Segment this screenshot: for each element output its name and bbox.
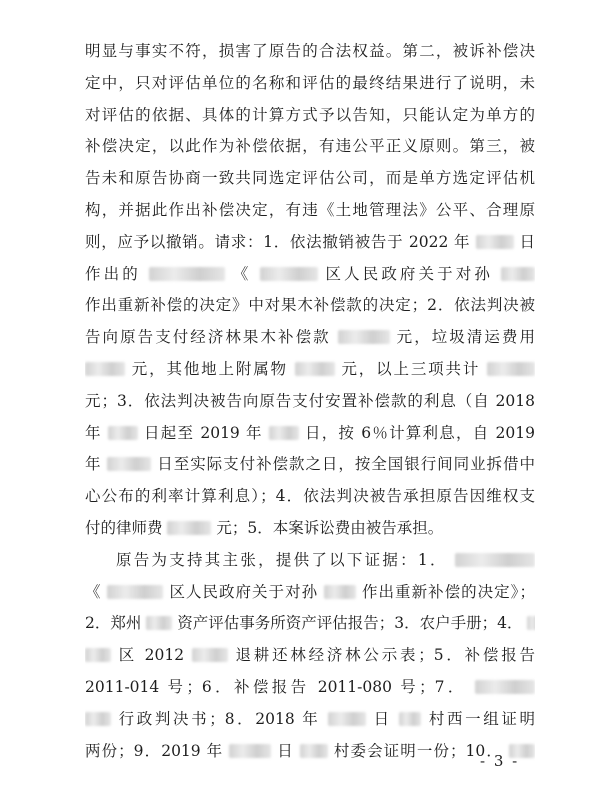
text-segment: 《 xyxy=(85,582,102,601)
redacted-text xyxy=(501,267,535,281)
redacted-text xyxy=(108,426,138,440)
text-line xyxy=(85,36,535,68)
text-segment: 区人民政府关于对孙 xyxy=(325,264,493,283)
redacted-text xyxy=(527,616,535,630)
text-segment: 资产评估事务所资产评估报告；3．农户手册；4． xyxy=(177,614,523,633)
text-segment: 2．郑州 xyxy=(85,614,142,633)
text-segment: 原告为支持其主张，提供了以下证据：1． xyxy=(116,550,448,569)
text-segment: 明显与事实不符，损害了原告的合法权益。第二，被诉补偿决 xyxy=(85,42,535,60)
text-segment: 补偿决定，以此作为补偿依据，有违公平正义原则。第三，被 xyxy=(85,137,535,156)
redacted-text xyxy=(476,235,514,249)
redacted-text xyxy=(300,744,328,758)
text-segment: 年 xyxy=(85,423,102,442)
text-line xyxy=(85,322,535,354)
text-line xyxy=(85,163,535,195)
text-segment: 元；5．本案诉讼费由被告承担。 xyxy=(216,518,444,537)
redacted-text xyxy=(487,362,535,376)
redacted-text xyxy=(269,426,299,440)
page-number: - 3 - xyxy=(480,752,520,770)
text-line xyxy=(85,577,535,609)
text-line xyxy=(85,449,535,481)
text-segment: 两份；9．2019 年 xyxy=(85,741,224,760)
redacted-text xyxy=(149,267,225,281)
text-segment: 构，并据此作出补偿决定，有违《土地管理法》公平、合理原 xyxy=(85,200,535,219)
text-segment: 则，应予以撤销。请求：1．依法撤销被告于 2022 年 xyxy=(85,232,471,251)
text-segment: 《 xyxy=(232,264,252,283)
text-line xyxy=(85,545,535,577)
redacted-text xyxy=(475,680,535,694)
redacted-text xyxy=(328,712,366,726)
redacted-text xyxy=(85,648,111,662)
text-line xyxy=(85,68,535,100)
redacted-text xyxy=(324,585,356,599)
text-segment: 作出重新补偿的决定》； xyxy=(362,582,535,601)
text-segment: 对评估的依据、具体的计算方式予以告知，只能认定为单方的 xyxy=(85,105,535,124)
text-segment: 心公布的利率计算利息）；4．依法判决被告承担原告因维权支 xyxy=(85,487,535,506)
document-body xyxy=(85,36,535,767)
text-segment: 村委会证明一份；10． xyxy=(333,741,503,760)
text-segment: 作出的 xyxy=(85,264,141,283)
redacted-text xyxy=(338,330,390,344)
text-segment: 付的律师费 xyxy=(85,518,163,537)
text-line xyxy=(85,100,535,132)
redacted-text xyxy=(295,362,335,376)
text-segment: 行政判决书；8．2018 年 xyxy=(118,709,321,728)
redacted-text xyxy=(146,616,172,630)
text-segment: 村西一组证明 xyxy=(428,709,535,728)
text-segment: 日 xyxy=(519,232,535,251)
text-line xyxy=(85,640,535,672)
text-segment: 元，其他地上附属物 xyxy=(131,359,288,378)
redacted-text xyxy=(455,553,535,567)
text-segment: 退耕还林经济林公示表；5．补偿报告 xyxy=(235,646,535,665)
text-segment: 年 xyxy=(85,455,102,474)
text-segment: 日 xyxy=(277,741,294,760)
text-segment: 定中，只对评估单位的名称和评估的最终结果进行了说明，未 xyxy=(85,73,535,92)
text-line xyxy=(85,418,535,450)
text-segment: 区人民政府关于对孙 xyxy=(169,582,319,601)
redacted-text xyxy=(107,457,151,471)
text-segment: 日 xyxy=(373,709,392,728)
text-segment: 日起至 2019 年 xyxy=(144,423,263,442)
redacted-text xyxy=(399,712,421,726)
redacted-text xyxy=(85,362,125,376)
redacted-text xyxy=(107,585,163,599)
text-segment: 元，垃圾清运费用 xyxy=(396,328,535,347)
text-line xyxy=(85,290,535,322)
text-line xyxy=(85,704,535,736)
text-line xyxy=(85,354,535,386)
text-segment: 作出重新补偿的决定》中对果木补偿款的决定；2．依法判决被 xyxy=(85,296,535,315)
text-segment: 2011-014 号；6．补偿报告 2011-080 号；7． xyxy=(85,677,467,696)
text-segment: 元，以上三项共计 xyxy=(341,359,481,378)
redacted-text xyxy=(167,521,211,535)
text-segment: 元；3．依法判决被告向原告支付安置补偿款的利息（自 2018 xyxy=(85,391,535,410)
text-segment: 日至实际支付补偿款之日，按全国银行间同业拆借中 xyxy=(157,455,535,474)
text-line xyxy=(85,513,535,545)
text-line xyxy=(85,227,535,259)
redacted-text xyxy=(260,267,318,281)
text-line xyxy=(85,259,535,291)
text-line xyxy=(85,608,535,640)
text-line xyxy=(85,195,535,227)
text-line xyxy=(85,736,535,768)
redacted-text xyxy=(229,744,271,758)
text-line xyxy=(85,386,535,418)
text-line xyxy=(85,131,535,163)
redacted-text xyxy=(85,712,111,726)
text-segment: 日，按 6％计算利息，自 2019 xyxy=(304,423,535,442)
text-segment: 告未和原告协商一致共同选定评估公司，而是单方选定评估机 xyxy=(85,169,535,188)
text-line xyxy=(85,672,535,704)
text-line xyxy=(85,481,535,513)
text-segment: 告向原告支付经济林果木补偿款 xyxy=(85,328,331,347)
text-segment: 区 2012 xyxy=(118,646,185,665)
redacted-text xyxy=(192,648,228,662)
